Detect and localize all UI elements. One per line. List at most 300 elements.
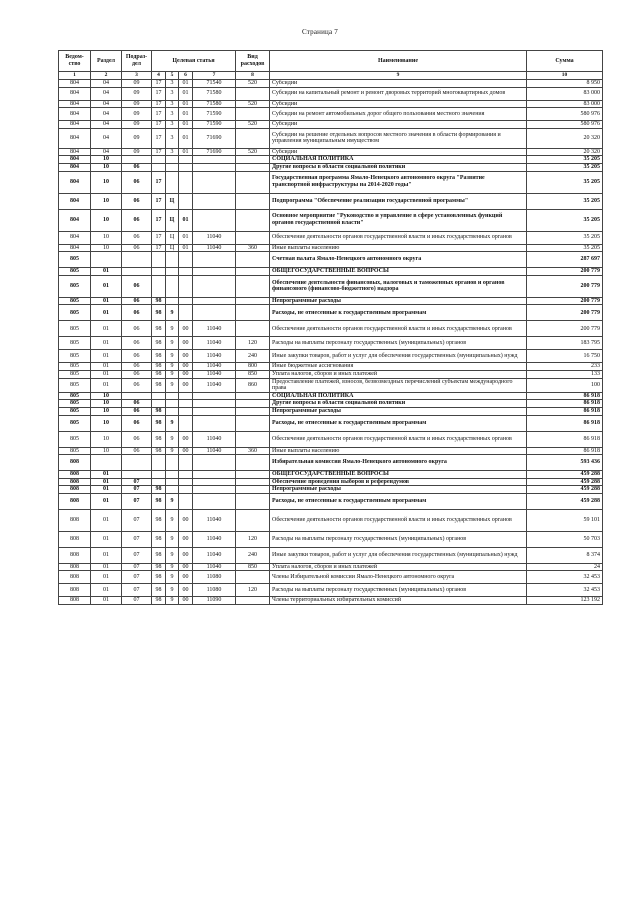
cell-expense-type <box>236 478 270 486</box>
cell-direction: 11040 <box>193 431 236 447</box>
cell-subprogram <box>166 252 179 268</box>
cell-program: 17 <box>152 128 166 148</box>
cell-expense-type: 120 <box>236 531 270 547</box>
cell-direction: 11040 <box>193 509 236 531</box>
cell-activity: 01 <box>179 100 193 108</box>
cell-expense-type <box>236 415 270 431</box>
table-row <box>59 268 603 276</box>
cell-subsection: 06 <box>122 163 152 171</box>
cell-subprogram: 9 <box>166 584 179 597</box>
cell-program: 98 <box>152 563 166 571</box>
cell-dept: 804 <box>59 193 91 209</box>
table-row <box>59 80 603 88</box>
header-subsection: Подраз-дел <box>122 51 152 72</box>
cell-subsection: 09 <box>122 108 152 121</box>
cell-direction <box>193 493 236 509</box>
cell-section: 04 <box>91 128 122 148</box>
cell-section: 01 <box>91 337 122 350</box>
cell-subprogram <box>166 400 179 408</box>
table-row <box>59 252 603 268</box>
cell-expense-type: 360 <box>236 244 270 252</box>
cell-section: 04 <box>91 148 122 156</box>
cell-subprogram <box>166 392 179 400</box>
cell-direction <box>193 163 236 171</box>
cell-program <box>152 455 166 471</box>
header-number: 2 <box>91 72 122 80</box>
cell-dept: 804 <box>59 171 91 193</box>
cell-subprogram: 9 <box>166 571 179 584</box>
cell-direction: 11040 <box>193 231 236 244</box>
cell-dept: 804 <box>59 128 91 148</box>
cell-sum: 86 918 <box>527 447 603 455</box>
cell-activity: 01 <box>179 209 193 231</box>
header-target: Целевая статья <box>152 51 236 72</box>
cell-sum: 35 205 <box>527 163 603 171</box>
cell-expense-type <box>236 400 270 408</box>
cell-expense-type <box>236 321 270 337</box>
cell-expense-type <box>236 455 270 471</box>
cell-program: 98 <box>152 363 166 371</box>
cell-sum: 83 000 <box>527 87 603 100</box>
header-number: 10 <box>527 72 603 80</box>
cell-subprogram: 3 <box>166 121 179 129</box>
cell-sum: 35 205 <box>527 193 603 209</box>
cell-sum: 459 288 <box>527 493 603 509</box>
cell-sum: 183 795 <box>527 337 603 350</box>
cell-subsection: 06 <box>122 193 152 209</box>
cell-name: Расходы на выплаты персоналу государственных (муниципальных) органов <box>270 531 527 547</box>
page-label: Страница 7 <box>302 28 338 36</box>
cell-dept: 808 <box>59 563 91 571</box>
cell-dept: 805 <box>59 252 91 268</box>
cell-section: 01 <box>91 268 122 276</box>
cell-subsection <box>122 156 152 164</box>
cell-program: 17 <box>152 108 166 121</box>
cell-dept: 808 <box>59 509 91 531</box>
cell-name: Иные выплаты населению <box>270 447 527 455</box>
cell-name: ОБЩЕГОСУДАРСТВЕННЫЕ ВОПРОСЫ <box>270 471 527 479</box>
cell-sum: 35 205 <box>527 244 603 252</box>
cell-dept: 805 <box>59 370 91 378</box>
table-row <box>59 597 603 605</box>
table-row <box>59 400 603 408</box>
cell-subsection: 07 <box>122 509 152 531</box>
cell-sum: 35 205 <box>527 171 603 193</box>
table-row <box>59 547 603 563</box>
cell-direction <box>193 415 236 431</box>
cell-program: 98 <box>152 337 166 350</box>
cell-activity: 00 <box>179 597 193 605</box>
cell-dept: 808 <box>59 571 91 584</box>
cell-dept: 804 <box>59 209 91 231</box>
cell-expense-type <box>236 156 270 164</box>
cell-dept: 805 <box>59 378 91 392</box>
cell-expense-type <box>236 305 270 321</box>
cell-direction: 11040 <box>193 244 236 252</box>
cell-subprogram <box>166 455 179 471</box>
cell-subsection: 06 <box>122 378 152 392</box>
cell-expense-type <box>236 407 270 415</box>
table-row <box>59 363 603 371</box>
cell-dept: 808 <box>59 531 91 547</box>
cell-sum: 32 453 <box>527 584 603 597</box>
cell-program: 98 <box>152 415 166 431</box>
budget-table <box>58 50 603 605</box>
cell-activity: 00 <box>179 321 193 337</box>
cell-expense-type <box>236 297 270 305</box>
cell-section: 10 <box>91 231 122 244</box>
cell-subprogram: 9 <box>166 447 179 455</box>
cell-section: 10 <box>91 156 122 164</box>
cell-program: 98 <box>152 531 166 547</box>
table-row <box>59 231 603 244</box>
cell-section: 10 <box>91 163 122 171</box>
cell-sum: 83 000 <box>527 100 603 108</box>
cell-activity: 01 <box>179 148 193 156</box>
cell-sum: 86 918 <box>527 415 603 431</box>
cell-direction: 11090 <box>193 597 236 605</box>
cell-direction <box>193 252 236 268</box>
cell-name: Обеспечение деятельности органов государственной власти и иных государственных органов <box>270 431 527 447</box>
cell-sum: 200 779 <box>527 275 603 297</box>
cell-subprogram <box>166 407 179 415</box>
cell-subprogram: Ц <box>166 193 179 209</box>
cell-program: 98 <box>152 305 166 321</box>
cell-program: 98 <box>152 509 166 531</box>
cell-name: Иные бюджетные ассигнования <box>270 363 527 371</box>
cell-program: 17 <box>152 148 166 156</box>
cell-dept: 808 <box>59 584 91 597</box>
cell-dept: 805 <box>59 297 91 305</box>
cell-section: 10 <box>91 193 122 209</box>
cell-program <box>152 252 166 268</box>
cell-section: 01 <box>91 509 122 531</box>
cell-subprogram: 9 <box>166 547 179 563</box>
cell-program: 17 <box>152 209 166 231</box>
cell-program: 98 <box>152 297 166 305</box>
cell-name: Субсидии <box>270 121 527 129</box>
cell-program: 98 <box>152 493 166 509</box>
cell-sum: 86 918 <box>527 400 603 408</box>
cell-direction: 11040 <box>193 547 236 563</box>
cell-direction: 11040 <box>193 563 236 571</box>
cell-subsection: 09 <box>122 148 152 156</box>
cell-name: Непрограммные расходы <box>270 407 527 415</box>
cell-direction: 11080 <box>193 571 236 584</box>
cell-subsection <box>122 392 152 400</box>
cell-dept: 804 <box>59 121 91 129</box>
cell-name: Субсидии <box>270 80 527 88</box>
cell-activity <box>179 478 193 486</box>
cell-expense-type <box>236 252 270 268</box>
cell-program: 17 <box>152 244 166 252</box>
cell-subprogram: 3 <box>166 148 179 156</box>
cell-program: 17 <box>152 80 166 88</box>
cell-program: 17 <box>152 87 166 100</box>
cell-expense-type <box>236 268 270 276</box>
cell-direction <box>193 171 236 193</box>
table-row <box>59 509 603 531</box>
cell-expense-type: 240 <box>236 350 270 363</box>
cell-sum: 35 205 <box>527 156 603 164</box>
cell-dept: 804 <box>59 108 91 121</box>
cell-name: Избирательная комиссия Ямало-Ненецкого автономного округа <box>270 455 527 471</box>
cell-sum: 123 192 <box>527 597 603 605</box>
cell-section: 10 <box>91 407 122 415</box>
cell-subprogram <box>166 478 179 486</box>
header-name: Наименование <box>270 51 527 72</box>
cell-direction <box>193 455 236 471</box>
cell-activity: 01 <box>179 244 193 252</box>
cell-direction: 71580 <box>193 87 236 100</box>
cell-program: 17 <box>152 231 166 244</box>
table-row <box>59 447 603 455</box>
cell-subsection: 06 <box>122 415 152 431</box>
cell-sum: 459 288 <box>527 471 603 479</box>
cell-subsection: 09 <box>122 121 152 129</box>
cell-subprogram: 9 <box>166 431 179 447</box>
cell-name: Субсидии <box>270 100 527 108</box>
cell-section: 01 <box>91 571 122 584</box>
cell-expense-type <box>236 597 270 605</box>
cell-sum: 459 288 <box>527 478 603 486</box>
cell-name: Иные закупки товаров, работ и услуг для обеспечения государственных (муниципальных) нужд <box>270 350 527 363</box>
table-row <box>59 209 603 231</box>
cell-dept: 804 <box>59 148 91 156</box>
cell-section: 10 <box>91 392 122 400</box>
cell-section: 01 <box>91 363 122 371</box>
cell-direction: 11040 <box>193 337 236 350</box>
cell-activity <box>179 486 193 494</box>
cell-program: 98 <box>152 407 166 415</box>
cell-program: 98 <box>152 378 166 392</box>
cell-name: Обеспечение проведения выборов и референдумов <box>270 478 527 486</box>
table-row <box>59 193 603 209</box>
cell-expense-type <box>236 392 270 400</box>
cell-direction: 71690 <box>193 148 236 156</box>
cell-dept: 805 <box>59 268 91 276</box>
table-row <box>59 392 603 400</box>
cell-activity: 00 <box>179 584 193 597</box>
cell-subprogram: 9 <box>166 493 179 509</box>
cell-section: 01 <box>91 493 122 509</box>
table-row <box>59 100 603 108</box>
cell-subprogram: 3 <box>166 108 179 121</box>
cell-subsection: 07 <box>122 584 152 597</box>
table-row <box>59 163 603 171</box>
cell-section <box>91 455 122 471</box>
cell-name: Другие вопросы в области социальной политики <box>270 163 527 171</box>
cell-name: Субсидии <box>270 148 527 156</box>
cell-activity <box>179 471 193 479</box>
cell-subsection: 06 <box>122 297 152 305</box>
cell-activity <box>179 455 193 471</box>
cell-subsection <box>122 252 152 268</box>
cell-activity: 01 <box>179 121 193 129</box>
cell-subsection: 06 <box>122 337 152 350</box>
cell-name: Подпрограмма "Обеспечение реализации государственной программы" <box>270 193 527 209</box>
cell-subprogram: 9 <box>166 350 179 363</box>
cell-activity <box>179 392 193 400</box>
cell-dept: 808 <box>59 547 91 563</box>
cell-subprogram <box>166 268 179 276</box>
cell-section: 01 <box>91 321 122 337</box>
header-sum: Сумма <box>527 51 603 72</box>
cell-section: 01 <box>91 547 122 563</box>
cell-subsection: 09 <box>122 80 152 88</box>
cell-subsection: 06 <box>122 431 152 447</box>
header-number: 8 <box>236 72 270 80</box>
cell-sum: 133 <box>527 370 603 378</box>
cell-subprogram: 9 <box>166 305 179 321</box>
cell-subprogram <box>166 297 179 305</box>
cell-activity: 01 <box>179 128 193 148</box>
cell-program: 98 <box>152 571 166 584</box>
cell-subsection: 06 <box>122 370 152 378</box>
cell-subsection: 07 <box>122 493 152 509</box>
table-row <box>59 455 603 471</box>
cell-dept: 805 <box>59 275 91 297</box>
table-row <box>59 370 603 378</box>
cell-direction <box>193 392 236 400</box>
table-row <box>59 87 603 100</box>
cell-expense-type: 120 <box>236 337 270 350</box>
cell-subprogram: 9 <box>166 370 179 378</box>
cell-direction: 11040 <box>193 363 236 371</box>
cell-section: 01 <box>91 563 122 571</box>
table-row <box>59 471 603 479</box>
cell-direction <box>193 478 236 486</box>
cell-section: 01 <box>91 378 122 392</box>
header-expense: Вид расходов <box>236 51 270 72</box>
cell-activity: 01 <box>179 108 193 121</box>
cell-sum: 200 779 <box>527 268 603 276</box>
cell-expense-type: 520 <box>236 100 270 108</box>
cell-subsection: 06 <box>122 231 152 244</box>
header-number: 6 <box>179 72 193 80</box>
cell-direction <box>193 268 236 276</box>
cell-name: Обеспечение деятельности органов государственной власти и иных государственных органов <box>270 509 527 531</box>
cell-dept: 804 <box>59 80 91 88</box>
cell-subsection: 07 <box>122 486 152 494</box>
cell-expense-type <box>236 87 270 100</box>
cell-program: 17 <box>152 193 166 209</box>
table-row <box>59 378 603 392</box>
cell-subsection: 06 <box>122 350 152 363</box>
cell-activity <box>179 163 193 171</box>
cell-name: Основное мероприятие "Руководство и управление в сфере установленных функций органов государственной власти" <box>270 209 527 231</box>
cell-program: 17 <box>152 100 166 108</box>
cell-sum: 459 288 <box>527 486 603 494</box>
cell-subsection: 06 <box>122 275 152 297</box>
cell-activity: 00 <box>179 509 193 531</box>
cell-activity: 00 <box>179 363 193 371</box>
cell-subprogram <box>166 486 179 494</box>
cell-dept: 805 <box>59 350 91 363</box>
cell-activity <box>179 493 193 509</box>
cell-direction <box>193 209 236 231</box>
cell-subsection: 06 <box>122 407 152 415</box>
cell-direction: 71590 <box>193 121 236 129</box>
cell-direction: 11080 <box>193 584 236 597</box>
cell-dept: 805 <box>59 363 91 371</box>
table-row <box>59 108 603 121</box>
cell-activity <box>179 297 193 305</box>
cell-sum: 50 703 <box>527 531 603 547</box>
cell-activity <box>179 305 193 321</box>
cell-section: 04 <box>91 100 122 108</box>
cell-activity <box>179 407 193 415</box>
cell-subsection: 07 <box>122 478 152 486</box>
table-row <box>59 478 603 486</box>
table-row <box>59 531 603 547</box>
cell-name: Обеспечение деятельности органов государственной власти и иных государственных органов <box>270 321 527 337</box>
cell-expense-type <box>236 509 270 531</box>
cell-program <box>152 156 166 164</box>
cell-dept: 808 <box>59 597 91 605</box>
cell-subsection <box>122 471 152 479</box>
cell-expense-type <box>236 571 270 584</box>
cell-subprogram: 9 <box>166 363 179 371</box>
cell-subsection: 07 <box>122 571 152 584</box>
cell-name: Расходы на выплаты персоналу государственных (муниципальных) органов <box>270 584 527 597</box>
cell-expense-type: 520 <box>236 148 270 156</box>
cell-dept: 805 <box>59 447 91 455</box>
cell-name: Обеспечение деятельности органов государственной власти и иных государственных органов <box>270 231 527 244</box>
cell-activity <box>179 400 193 408</box>
cell-subsection: 07 <box>122 547 152 563</box>
cell-activity <box>179 193 193 209</box>
cell-dept: 804 <box>59 231 91 244</box>
cell-sum: 20 320 <box>527 148 603 156</box>
cell-program <box>152 392 166 400</box>
cell-activity: 00 <box>179 563 193 571</box>
cell-program: 98 <box>152 370 166 378</box>
cell-program <box>152 163 166 171</box>
cell-name: Уплата налогов, сборов и иных платежей <box>270 563 527 571</box>
cell-sum: 593 436 <box>527 455 603 471</box>
cell-name: Обеспечение деятельности финансовых, налоговых и таможенных органов и органов финансового (финансово-бюджетного) надзора <box>270 275 527 297</box>
table-row <box>59 350 603 363</box>
cell-section: 01 <box>91 584 122 597</box>
cell-program <box>152 471 166 479</box>
cell-subprogram: Ц <box>166 209 179 231</box>
cell-expense-type: 850 <box>236 370 270 378</box>
cell-section: 01 <box>91 486 122 494</box>
cell-dept: 805 <box>59 321 91 337</box>
header-number: 1 <box>59 72 91 80</box>
cell-sum: 100 <box>527 378 603 392</box>
cell-activity: 00 <box>179 547 193 563</box>
table-row <box>59 128 603 148</box>
cell-name: Счетная палата Ямало-Ненецкого автономного округа <box>270 252 527 268</box>
cell-section: 01 <box>91 297 122 305</box>
cell-subprogram: 9 <box>166 321 179 337</box>
table-body <box>59 80 603 605</box>
cell-section: 01 <box>91 478 122 486</box>
cell-sum: 86 918 <box>527 431 603 447</box>
cell-section <box>91 252 122 268</box>
cell-section: 04 <box>91 80 122 88</box>
cell-activity: 01 <box>179 80 193 88</box>
cell-sum: 200 779 <box>527 305 603 321</box>
cell-dept: 805 <box>59 305 91 321</box>
table-row <box>59 297 603 305</box>
cell-subprogram: 9 <box>166 563 179 571</box>
cell-section: 01 <box>91 350 122 363</box>
cell-program <box>152 268 166 276</box>
cell-dept: 808 <box>59 486 91 494</box>
